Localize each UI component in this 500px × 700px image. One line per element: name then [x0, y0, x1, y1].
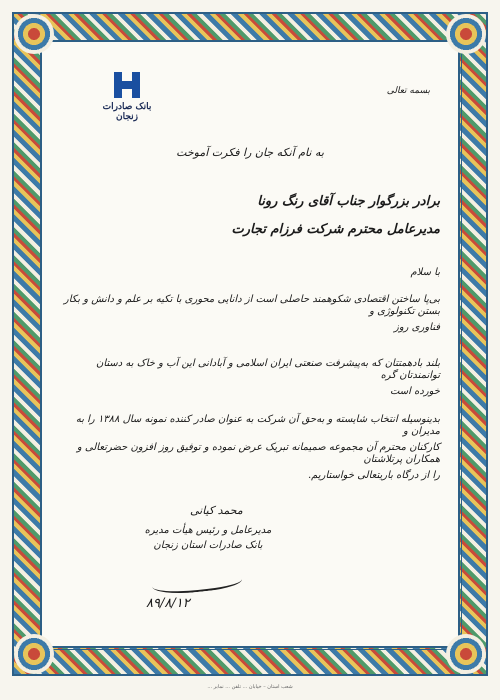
- letter-date: ۸۹/۸/۱۲: [146, 596, 190, 611]
- paragraph-line: بی‌پا ساختن اقتصادی شکوهمند حاصلی است از دانایی محوری با تکیه بر علم و دانش و بکار بستن تکنولوژی و: [63, 294, 440, 317]
- paragraph-line: بلند بادهمتتان که به‌پیشرفت صنعتی ایران اسلامی و آبادانی این آب و خاک به دستان توانمندتان گره: [96, 358, 440, 381]
- corner-ornament-icon: [446, 14, 486, 54]
- corner-ornament-icon: [446, 634, 486, 674]
- bank-name: بانک صادرات زنجان: [102, 102, 152, 122]
- bank-logo: [92, 72, 162, 122]
- signatory-name: محمد کیانی: [190, 504, 243, 517]
- handwritten-signature: [151, 567, 243, 596]
- paragraph-line: خورده است: [389, 386, 440, 397]
- recipient-name: برادر بزرگوار جناب آقای رنگ رونا: [257, 194, 440, 209]
- paragraph-line: بدینوسیله انتخاب شایسته و به‌حق آن شرکت به عنوان صادر کننده نمونه سال ۱۳۸۸ را به مدیران و: [75, 414, 440, 437]
- letter-motto: به نام آنکه جان را فکرت آموخت: [176, 146, 324, 159]
- paragraph-line: کارکنان محترم آن مجموعه صمیمانه تبریک عرض نموده و توفیق روز افزون حضرتعالی و همکاران پرتلاشتان: [76, 442, 440, 465]
- signatory-title-line: بانک صادرات استان زنجان: [153, 539, 263, 551]
- corner-ornament-icon: [14, 14, 54, 54]
- paragraph-line: فناوری روز: [394, 322, 440, 333]
- invocation-text: بسمه تعالی: [386, 86, 430, 96]
- bank-emblem-icon: [114, 72, 140, 98]
- paragraph-line: را از درگاه باریتعالی خواستاریم.: [308, 470, 440, 481]
- footer-address: شعب استان – خیابان ... تلفن ... نمابر ...: [207, 684, 293, 690]
- recipient-title: مدیرعامل محترم شرکت فرزام تجارت: [231, 222, 440, 237]
- letter-body: [60, 72, 440, 642]
- greeting: با سلام: [410, 267, 440, 278]
- signatory-title-line: مدیرعامل و رئیس هیأت مدیره: [144, 525, 272, 536]
- corner-ornament-icon: [14, 634, 54, 674]
- signatory-title: [138, 524, 278, 553]
